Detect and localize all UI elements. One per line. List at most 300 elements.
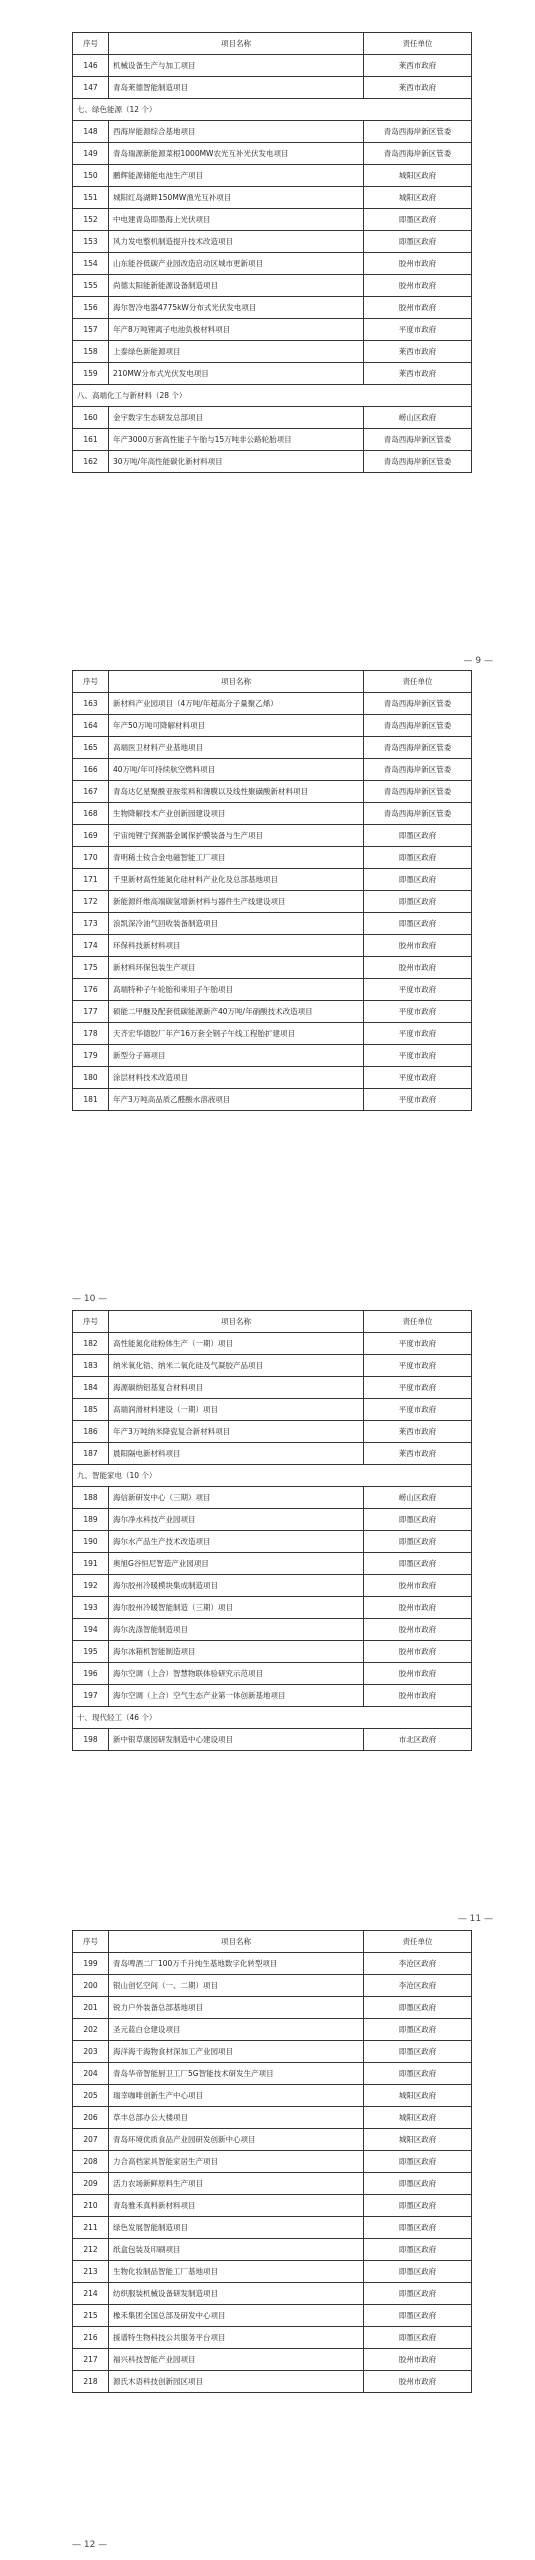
- page-number: — 11 —: [457, 1914, 493, 1924]
- table-row: [73, 759, 472, 781]
- table-row: [73, 2305, 472, 2327]
- table-row: [73, 275, 472, 297]
- responsible-unit: 青岛西海岸新区管委: [364, 143, 472, 165]
- table-row: [73, 165, 472, 187]
- row-number: 147: [73, 77, 109, 99]
- table-row: [73, 1729, 472, 1751]
- project-name: 力合高档家具智能家居生产项目: [109, 2151, 364, 2173]
- row-number: 201: [73, 1997, 109, 2019]
- table-row: [73, 2261, 472, 2283]
- row-number: 207: [73, 2129, 109, 2151]
- table-row: [73, 1619, 472, 1641]
- responsible-unit: 青岛西海岸新区管委: [364, 737, 472, 759]
- project-name: 高端润滑材料建设（一期）项目: [109, 1399, 364, 1421]
- project-name: 硕能二甲醚及配套低碳能源新产40万吨/年硝酸技术改造项目: [109, 1001, 364, 1023]
- project-table: [72, 1930, 472, 2393]
- page-number: — 10 —: [72, 1294, 108, 1304]
- table-header-row: [73, 33, 472, 55]
- responsible-unit: 李沧区政府: [364, 1975, 472, 1997]
- row-number: 213: [73, 2261, 109, 2283]
- table-row: [73, 1399, 472, 1421]
- row-number: 189: [73, 1509, 109, 1531]
- table-row: [73, 297, 472, 319]
- row-number: 166: [73, 759, 109, 781]
- responsible-unit: 即墨区政府: [364, 2173, 472, 2195]
- row-number: 205: [73, 2085, 109, 2107]
- row-number: 160: [73, 407, 109, 429]
- project-name: 青岛雅禾真料新材料项目: [109, 2195, 364, 2217]
- row-number: 192: [73, 1575, 109, 1597]
- table-row: [73, 803, 472, 825]
- table-row: [73, 1023, 472, 1045]
- responsible-unit: 即墨区政府: [364, 891, 472, 913]
- responsible-unit: 即墨区政府: [364, 913, 472, 935]
- project-name: 海洋海干海物食材深加工产业园项目: [109, 2041, 364, 2063]
- project-name: 青岛华帝智能厨卫工厂5G智能技术研发生产项目: [109, 2063, 364, 2085]
- project-name: 新中银草康园研发制造中心建设项目: [109, 1729, 364, 1751]
- responsible-unit: 胶州市政府: [364, 2349, 472, 2371]
- table-row: [73, 1377, 472, 1399]
- project-name: 青岛环境优质食品产业园研发创新中心项目: [109, 2129, 364, 2151]
- project-name: 生物化妆制品智能工厂基地项目: [109, 2261, 364, 2283]
- project-name: 尚德太阳能新能源设备制造项目: [109, 275, 364, 297]
- project-name: 福兴科技智能产业园项目: [109, 2349, 364, 2371]
- table-row: [73, 979, 472, 1001]
- project-name: 绿色发展智能制造项目: [109, 2217, 364, 2239]
- row-number: 180: [73, 1067, 109, 1089]
- page-number: — 12 —: [72, 2540, 108, 2550]
- project-name: 新材料环保包装生产项目: [109, 957, 364, 979]
- row-number: 194: [73, 1619, 109, 1641]
- responsible-unit: 城阳区政府: [364, 2129, 472, 2151]
- responsible-unit: 莱西市政府: [364, 363, 472, 385]
- row-number: 216: [73, 2327, 109, 2349]
- table-row: [73, 2107, 472, 2129]
- responsible-unit: 崂山区政府: [364, 1487, 472, 1509]
- table-row: [73, 2349, 472, 2371]
- project-name: 城阳红岛湖畔150MW渔光互补项目: [109, 187, 364, 209]
- table-row: [73, 451, 472, 473]
- table-row: [73, 1641, 472, 1663]
- responsible-unit: 城阳区政府: [364, 187, 472, 209]
- row-number: 150: [73, 165, 109, 187]
- project-name: 海尔空调（上合）空气生态产业第一体创新基地项目: [109, 1685, 364, 1707]
- project-name: 青岛瑞源新能源菜根1000MW农光互补光伏发电项目: [109, 143, 364, 165]
- project-name: 30万吨/年高性能碳化新材料项目: [109, 451, 364, 473]
- project-name: 环保科技新材料项目: [109, 935, 364, 957]
- project-name: 涂层材料技术改造项目: [109, 1067, 364, 1089]
- project-name: 新能源纤维高端碳氢增新材料与器件生产线建设项目: [109, 891, 364, 913]
- row-number: 188: [73, 1487, 109, 1509]
- row-number: 211: [73, 2217, 109, 2239]
- responsible-unit: 即墨区政府: [364, 1553, 472, 1575]
- project-name: 青明稀土钕合金电磁智能工厂项目: [109, 847, 364, 869]
- responsible-unit: 平度市政府: [364, 1333, 472, 1355]
- table-row: [73, 1443, 472, 1465]
- table-row: [73, 363, 472, 385]
- row-number: 185: [73, 1399, 109, 1421]
- row-number: 170: [73, 847, 109, 869]
- project-name: 纺织服装机械设备研发制造项目: [109, 2283, 364, 2305]
- row-number: 187: [73, 1443, 109, 1465]
- row-number: 173: [73, 913, 109, 935]
- row-number: 193: [73, 1597, 109, 1619]
- responsible-unit: 平度市政府: [364, 319, 472, 341]
- section-title: 十、现代轻工（46 个）: [73, 1707, 472, 1729]
- row-number: 215: [73, 2305, 109, 2327]
- project-name: 奥旭G谷恒尼智造产业园项目: [109, 1553, 364, 1575]
- table-row: [73, 957, 472, 979]
- responsible-unit: 莱西市政府: [364, 55, 472, 77]
- project-name: 援谱特生物科技公共服务平台项目: [109, 2327, 364, 2349]
- row-number: 162: [73, 451, 109, 473]
- project-name: 年产3000万套高性能子午胎与15万吨非公路轮胎项目: [109, 429, 364, 451]
- header-unit: 责任单位: [364, 1311, 472, 1333]
- row-number: 186: [73, 1421, 109, 1443]
- section-row: [73, 385, 472, 407]
- project-name: 年产3万吨高品质乙醛酸水溶液项目: [109, 1089, 364, 1111]
- responsible-unit: 青岛西海岸新区管委: [364, 693, 472, 715]
- row-number: 199: [73, 1953, 109, 1975]
- responsible-unit: 城阳区政府: [364, 2085, 472, 2107]
- responsible-unit: 青岛西海岸新区管委: [364, 451, 472, 473]
- responsible-unit: 平度市政府: [364, 1355, 472, 1377]
- responsible-unit: 即墨区政府: [364, 2019, 472, 2041]
- responsible-unit: 平度市政府: [364, 1023, 472, 1045]
- table-row: [73, 2283, 472, 2305]
- responsible-unit: 青岛西海岸新区管委: [364, 759, 472, 781]
- responsible-unit: 城阳区政府: [364, 165, 472, 187]
- row-number: 176: [73, 979, 109, 1001]
- project-name: 40万吨/年可持续航空燃料项目: [109, 759, 364, 781]
- responsible-unit: 莱西市政府: [364, 341, 472, 363]
- responsible-unit: 平度市政府: [364, 1001, 472, 1023]
- table-row: [73, 231, 472, 253]
- row-number: 182: [73, 1333, 109, 1355]
- header-unit: 责任单位: [364, 33, 472, 55]
- table-row: [73, 1997, 472, 2019]
- row-number: 196: [73, 1663, 109, 1685]
- table-row: [73, 319, 472, 341]
- page-10: [72, 670, 472, 1111]
- responsible-unit: 莱西市政府: [364, 1443, 472, 1465]
- responsible-unit: 即墨区政府: [364, 2283, 472, 2305]
- project-name: 浪凯深冷油气回收装备制造项目: [109, 913, 364, 935]
- table-row: [73, 737, 472, 759]
- project-name: 海尔冰箱机智能制造项目: [109, 1641, 364, 1663]
- responsible-unit: 青岛西海岸新区管委: [364, 781, 472, 803]
- project-name: 年产3万吨纳米降瓷复合新材料项目: [109, 1421, 364, 1443]
- row-number: 159: [73, 363, 109, 385]
- responsible-unit: 青岛西海岸新区管委: [364, 429, 472, 451]
- table-row: [73, 1953, 472, 1975]
- table-header-row: [73, 1311, 472, 1333]
- table-row: [73, 715, 472, 737]
- row-number: 172: [73, 891, 109, 913]
- section-row: [73, 1465, 472, 1487]
- project-name: 海尔空调（上合）智慧物联体验研究示范项目: [109, 1663, 364, 1685]
- responsible-unit: 胶州市政府: [364, 297, 472, 319]
- table-row: [73, 2195, 472, 2217]
- project-name: 年产8万吨锂离子电池负极材料项目: [109, 319, 364, 341]
- table-row: [73, 1685, 472, 1707]
- table-row: [73, 429, 472, 451]
- responsible-unit: 即墨区政府: [364, 1997, 472, 2019]
- project-name: 宇宙纯锂宁探测器金属保护膜装备与生产项目: [109, 825, 364, 847]
- table-row: [73, 2041, 472, 2063]
- table-row: [73, 1509, 472, 1531]
- row-number: 204: [73, 2063, 109, 2085]
- project-name: 海信新研发中心（三期）项目: [109, 1487, 364, 1509]
- table-row: [73, 825, 472, 847]
- row-number: 171: [73, 869, 109, 891]
- project-table: [72, 32, 472, 473]
- table-row: [73, 1355, 472, 1377]
- project-name: 纳米氧化锆、纳米二氧化硅及气凝胶产品项目: [109, 1355, 364, 1377]
- header-name: 项目名称: [109, 1931, 364, 1953]
- row-number: 157: [73, 319, 109, 341]
- responsible-unit: 即墨区政府: [364, 209, 472, 231]
- project-name: 金宇数字生态研发总部项目: [109, 407, 364, 429]
- responsible-unit: 胶州市政府: [364, 253, 472, 275]
- table-row: [73, 143, 472, 165]
- row-number: 168: [73, 803, 109, 825]
- responsible-unit: 即墨区政府: [364, 231, 472, 253]
- row-number: 181: [73, 1089, 109, 1111]
- row-number: 198: [73, 1729, 109, 1751]
- project-name: 晨阳隔电新材料项目: [109, 1443, 364, 1465]
- table-row: [73, 1575, 472, 1597]
- table-row: [73, 1421, 472, 1443]
- project-name: 西海岸能源综合基地项目: [109, 121, 364, 143]
- project-name: 山东能谷低碳产业园改造启动区城市更新项目: [109, 253, 364, 275]
- header-unit: 责任单位: [364, 671, 472, 693]
- row-number: 209: [73, 2173, 109, 2195]
- responsible-unit: 城阳区政府: [364, 2107, 472, 2129]
- page-9: [72, 32, 472, 473]
- table-row: [73, 891, 472, 913]
- table-row: [73, 1597, 472, 1619]
- project-table: [72, 1310, 472, 1751]
- responsible-unit: 即墨区政府: [364, 2327, 472, 2349]
- table-row: [73, 1975, 472, 1997]
- row-number: 210: [73, 2195, 109, 2217]
- responsible-unit: 青岛西海岸新区管委: [364, 803, 472, 825]
- row-number: 178: [73, 1023, 109, 1045]
- project-name: 瑞幸咖啡创新生产中心项目: [109, 2085, 364, 2107]
- table-row: [73, 2085, 472, 2107]
- responsible-unit: 即墨区政府: [364, 1509, 472, 1531]
- table-header-row: [73, 1931, 472, 1953]
- table-row: [73, 1531, 472, 1553]
- project-name: 海尔水产品生产技术改造项目: [109, 1531, 364, 1553]
- table-row: [73, 187, 472, 209]
- table-row: [73, 781, 472, 803]
- row-number: 217: [73, 2349, 109, 2371]
- row-number: 148: [73, 121, 109, 143]
- responsible-unit: 即墨区政府: [364, 2261, 472, 2283]
- header-num: 序号: [73, 671, 109, 693]
- header-num: 序号: [73, 33, 109, 55]
- header-num: 序号: [73, 1311, 109, 1333]
- row-number: 164: [73, 715, 109, 737]
- project-name: 海源碳纳铝基复合材料项目: [109, 1377, 364, 1399]
- row-number: 179: [73, 1045, 109, 1067]
- section-row: [73, 99, 472, 121]
- responsible-unit: 即墨区政府: [364, 869, 472, 891]
- table-row: [73, 209, 472, 231]
- row-number: 190: [73, 1531, 109, 1553]
- row-number: 208: [73, 2151, 109, 2173]
- project-name: 海尔胶州冷暖智能制造（三期）项目: [109, 1597, 364, 1619]
- table-row: [73, 1001, 472, 1023]
- project-name: 青岛啤酒二厂100万千升纯生基地数字化转型项目: [109, 1953, 364, 1975]
- row-number: 183: [73, 1355, 109, 1377]
- responsible-unit: 青岛西海岸新区管委: [364, 121, 472, 143]
- row-number: 197: [73, 1685, 109, 1707]
- project-name: 年产50万吨可降解材料项目: [109, 715, 364, 737]
- header-num: 序号: [73, 1931, 109, 1953]
- responsible-unit: 胶州市政府: [364, 935, 472, 957]
- section-title: 七、绿色能源（12 个）: [73, 99, 472, 121]
- table-row: [73, 1045, 472, 1067]
- row-number: 153: [73, 231, 109, 253]
- section-title: 八、高端化工与新材料（28 个）: [73, 385, 472, 407]
- project-name: 高性能氮化硅粉体生产（一期）项目: [109, 1333, 364, 1355]
- project-name: 纸盒包装及印刷项目: [109, 2239, 364, 2261]
- responsible-unit: 胶州市政府: [364, 2371, 472, 2393]
- project-name: 海尔智冷电器4775kW分布式光伏发电项目: [109, 297, 364, 319]
- project-name: 上泰绿色新能源项目: [109, 341, 364, 363]
- responsible-unit: 平度市政府: [364, 1045, 472, 1067]
- responsible-unit: 李沧区政府: [364, 1953, 472, 1975]
- page-number: — 9 —: [463, 656, 493, 666]
- project-name: 210MW分布式光伏发电项目: [109, 363, 364, 385]
- table-row: [73, 1553, 472, 1575]
- section-row: [73, 1707, 472, 1729]
- row-number: 203: [73, 2041, 109, 2063]
- row-number: 218: [73, 2371, 109, 2393]
- row-number: 214: [73, 2283, 109, 2305]
- responsible-unit: 胶州市政府: [364, 957, 472, 979]
- row-number: 149: [73, 143, 109, 165]
- table-row: [73, 935, 472, 957]
- project-name: 橡禾集团全国总部及研发中心项目: [109, 2305, 364, 2327]
- project-name: 青岛莱德智能制造项目: [109, 77, 364, 99]
- responsible-unit: 崂山区政府: [364, 407, 472, 429]
- table-row: [73, 2129, 472, 2151]
- project-name: 锐力户外装备总部基地项目: [109, 1997, 364, 2019]
- row-number: 151: [73, 187, 109, 209]
- row-number: 155: [73, 275, 109, 297]
- row-number: 163: [73, 693, 109, 715]
- project-name: 天齐宏华德胶厂年产16万套全钢子午线工程胎扩建项目: [109, 1023, 364, 1045]
- project-name: 千里新材高性能氮化硅材料产业化及总部基地项目: [109, 869, 364, 891]
- row-number: 184: [73, 1377, 109, 1399]
- row-number: 191: [73, 1553, 109, 1575]
- page-12: [72, 1930, 472, 2393]
- responsible-unit: 即墨区政府: [364, 2217, 472, 2239]
- project-name: 海尔洗涤智能制造项目: [109, 1619, 364, 1641]
- row-number: 177: [73, 1001, 109, 1023]
- table-row: [73, 847, 472, 869]
- responsible-unit: 即墨区政府: [364, 2063, 472, 2085]
- project-name: 青岛达亿星聚酰亚胺浆料和薄膜以及线性聚磺酸新材料项目: [109, 781, 364, 803]
- responsible-unit: 胶州市政府: [364, 1685, 472, 1707]
- section-title: 九、智能家电（10 个）: [73, 1465, 472, 1487]
- responsible-unit: 胶州市政府: [364, 275, 472, 297]
- table-row: [73, 913, 472, 935]
- project-name: 新材料产业园项目（4万吨/年超高分子量聚乙烯）: [109, 693, 364, 715]
- table-row: [73, 55, 472, 77]
- table-row: [73, 2063, 472, 2085]
- project-name: 鹏辉能源储能电池生产项目: [109, 165, 364, 187]
- row-number: 195: [73, 1641, 109, 1663]
- table-row: [73, 77, 472, 99]
- row-number: 154: [73, 253, 109, 275]
- project-table: [72, 670, 472, 1111]
- responsible-unit: 即墨区政府: [364, 2151, 472, 2173]
- row-number: 146: [73, 55, 109, 77]
- table-row: [73, 1333, 472, 1355]
- project-name: 活力农场新鲜原料生产项目: [109, 2173, 364, 2195]
- row-number: 200: [73, 1975, 109, 1997]
- project-name: 机械设备生产与加工项目: [109, 55, 364, 77]
- responsible-unit: 胶州市政府: [364, 1663, 472, 1685]
- responsible-unit: 平度市政府: [364, 1089, 472, 1111]
- header-name: 项目名称: [109, 671, 364, 693]
- header-unit: 责任单位: [364, 1931, 472, 1953]
- table-header-row: [73, 671, 472, 693]
- responsible-unit: 即墨区政府: [364, 2239, 472, 2261]
- project-name: 生物降解技术产业创新园建设项目: [109, 803, 364, 825]
- row-number: 175: [73, 957, 109, 979]
- row-number: 174: [73, 935, 109, 957]
- row-number: 202: [73, 2019, 109, 2041]
- responsible-unit: 即墨区政府: [364, 2195, 472, 2217]
- project-name: 高端特种子午轮胎和乘用子午胎项目: [109, 979, 364, 1001]
- responsible-unit: 即墨区政府: [364, 2305, 472, 2327]
- table-row: [73, 2173, 472, 2195]
- table-row: [73, 2239, 472, 2261]
- responsible-unit: 平度市政府: [364, 1067, 472, 1089]
- project-name: 新型分子筛项目: [109, 1045, 364, 1067]
- row-number: 206: [73, 2107, 109, 2129]
- responsible-unit: 胶州市政府: [364, 1619, 472, 1641]
- responsible-unit: 即墨区政府: [364, 847, 472, 869]
- row-number: 165: [73, 737, 109, 759]
- responsible-unit: 即墨区政府: [364, 825, 472, 847]
- row-number: 161: [73, 429, 109, 451]
- table-row: [73, 407, 472, 429]
- table-row: [73, 1067, 472, 1089]
- table-row: [73, 341, 472, 363]
- table-row: [73, 253, 472, 275]
- project-name: 银山创忆空间（一、二期）项目: [109, 1975, 364, 1997]
- project-name: 圣元蓝白仓建设项目: [109, 2019, 364, 2041]
- responsible-unit: 胶州市政府: [364, 1575, 472, 1597]
- responsible-unit: 即墨区政府: [364, 2041, 472, 2063]
- table-row: [73, 2217, 472, 2239]
- project-name: 风力发电整机制造提升技术改造项目: [109, 231, 364, 253]
- table-row: [73, 121, 472, 143]
- responsible-unit: 即墨区政府: [364, 1531, 472, 1553]
- table-row: [73, 869, 472, 891]
- responsible-unit: 平度市政府: [364, 979, 472, 1001]
- row-number: 167: [73, 781, 109, 803]
- project-name: 高端医卫材料产业基地项目: [109, 737, 364, 759]
- table-row: [73, 2019, 472, 2041]
